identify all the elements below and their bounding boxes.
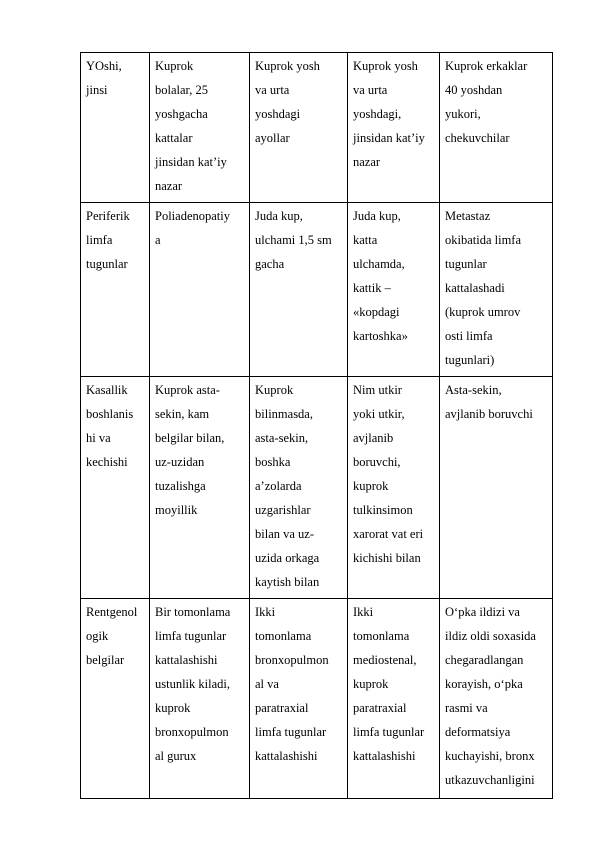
table-cell: Metastaz okibatida limfa tugunlar kattalashadi (kuprok umrov osti limfa tugunlari) — [440, 203, 553, 377]
table-cell: Juda kup, katta ulchamda, kattik – «kopdagi kartoshka» — [348, 203, 440, 377]
table-cell: Kuprok bilinmasda, asta-sekin, boshka a’zolarda uzgarishlar bilan va uz- uzida orkaga kaytish bilan — [250, 377, 348, 599]
table-cell: Kuprok asta- sekin, kam belgilar bilan, uz-uzidan tuzalishga moyillik — [150, 377, 250, 599]
table-cell: Nim utkir yoki utkir, avjlanib boruvchi, kuprok tulkinsimon xarorat vat eri kichishi bilan — [348, 377, 440, 599]
table-cell: Kasallik boshlanis hi va kechishi — [81, 377, 150, 599]
table-cell: Kuprok erkaklar 40 yoshdan yukori, chekuvchilar — [440, 53, 553, 203]
table-cell: Poliadenopatiy a — [150, 203, 250, 377]
table-cell: Periferik limfa tugunlar — [81, 203, 150, 377]
table-cell: Bir tomonlama limfa tugunlar kattalashishi ustunlik kiladi, kuprok bronxopulmon al gurux — [150, 599, 250, 799]
table-row — [81, 53, 553, 203]
table-cell: Asta-sekin, avjlanib boruvchi — [440, 377, 553, 599]
table-cell: Ikki tomonlama bronxopulmon al va paratraxial limfa tugunlar kattalashishi — [250, 599, 348, 799]
table-row — [81, 599, 553, 799]
table-row — [81, 203, 553, 377]
table-cell: Juda kup, ulchami 1,5 sm gacha — [250, 203, 348, 377]
table-cell: Kuprok yosh va urta yoshdagi ayollar — [250, 53, 348, 203]
table-cell: YOshi, jinsi — [81, 53, 150, 203]
comparison-table — [80, 52, 553, 799]
table-cell: Rentgenol ogik belgilar — [81, 599, 150, 799]
table-cell: O‘pka ildizi va ildiz oldi soxasida chegaradlangan korayish, o‘pka rasmi va deformatsiya kuchayishi, bronx utkazuvchanligini — [440, 599, 553, 799]
table-row — [81, 377, 553, 599]
table-cell: Ikki tomonlama mediostenal, kuprok paratraxial limfa tugunlar kattalashishi — [348, 599, 440, 799]
table-cell: Kuprok yosh va urta yoshdagi, jinsidan kat’iy nazar — [348, 53, 440, 203]
table-cell: Kuprok bolalar, 25 yoshgacha kattalar jinsidan kat’iy nazar — [150, 53, 250, 203]
